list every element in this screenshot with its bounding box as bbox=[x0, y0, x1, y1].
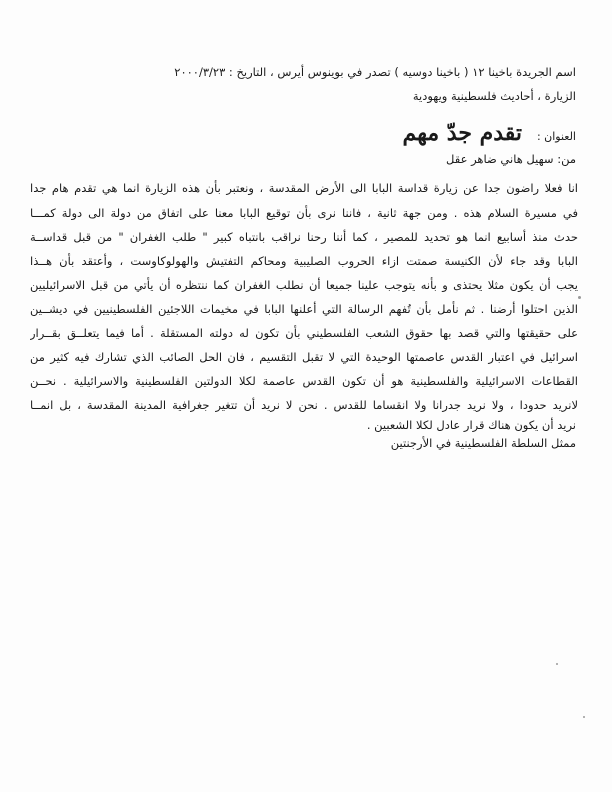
body-line-last: نريد أن يكون هناك قرار عادل لكلا الشعبين . bbox=[366, 418, 576, 432]
article-title: تقدم جدّ مهم bbox=[402, 120, 522, 146]
scan-speck bbox=[583, 716, 585, 718]
scan-speck bbox=[556, 663, 558, 665]
body-line: اسرائيل في اعتبار القدس عاصمتها الوحيدة التي لا تقبل التقسيم ، فان الحل الصائب الذي تشارك فيه كثير من bbox=[30, 350, 578, 364]
body-line: في مسيرة السلام هذه . ومن جهة ثانية ، فاننا نرى بأن توقيع البابا معنا على اتفاق من دولة الى دولة كمـــا bbox=[30, 206, 578, 220]
body-line: حدث منذ أسابيع انما هو تحديد للمصير ، كما أننا رحنا نراقب بانتباه كبير " طلب الغفران " من قبل قداســة bbox=[30, 230, 578, 244]
body-line: البابا وقد جاء لأن الكنيسة صمتت ازاء الحروب الصليبية ومحاكم التفتيش والهولوكاوست ، وأعتقد بأن هــذا bbox=[30, 254, 578, 268]
body-line: لانريد حدودا ، ولا نريد جدرانا ولا انقساما للقدس . نحن لا نريد أن تتغير جغرافية المدينة المقدسة ، بل انمــا bbox=[30, 398, 578, 412]
body-line: على حقيقتها والتي قصد بها حقوق الشعب الفلسطيني بأن تكون له دولته المستقلة . أما فيما يتعلــق بقــرار bbox=[30, 326, 578, 340]
author-line: من: سهيل هاني ضاهر عقل bbox=[446, 152, 576, 166]
newspaper-meta-line: اسم الجريدة باخينا ١٢ ( باخينا دوسيه ) تصدر في بوينوس أيرس ، التاريخ : ٢٠٠٠/٣/٢٣ bbox=[174, 65, 576, 79]
body-line: القطاعات الاسرائيلية والفلسطينية هو أن تكون القدس عاصمة لكلا الدولتين الفلسطينية والاسرائيلية . نحــن bbox=[30, 374, 578, 388]
categories-line: الزيارة ، أحاديث فلسطينية ويهودية bbox=[412, 89, 576, 103]
title-label: العنوان : bbox=[536, 130, 576, 143]
scan-speck bbox=[578, 296, 581, 299]
signature-line: ممثل السلطة الفلسطينية في الأرجنتين bbox=[390, 436, 576, 450]
body-line: يجب أن يكون مثلا يحتذى و بأنه يتوجب علينا جميعا أن نطلب الغفران كما ننتظره أن يأتي من قبل الاسرائيليين bbox=[30, 278, 578, 292]
body-line: الذين احتلوا أرضنا . ثم نأمل بأن تُفهم الرسالة التي أعلنها البابا في مخيمات اللاجئين الفلسطينيين في ديشــين bbox=[30, 302, 578, 316]
body-line: انا فعلا راضون جدا عن زيارة قداسة البابا الى الأرض المقدسة ، ونعتبر بأن هذه الزيارة انما هي تقدم هام جدا bbox=[30, 181, 578, 195]
